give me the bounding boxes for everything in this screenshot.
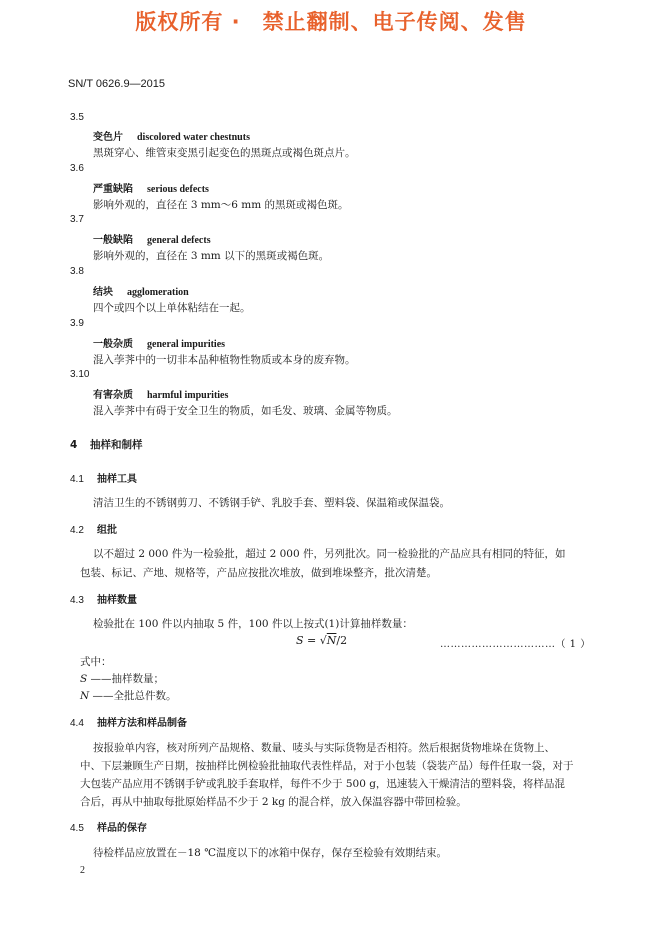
paragraph-line: 包装、标记、产地、规格等，产品应按批次堆放，做到堆垛整齐，批次清楚。: [80, 567, 437, 579]
term-zh: 有害杂质: [93, 390, 133, 401]
variable-definition: [80, 671, 164, 686]
subsection-title: 样品的保存: [97, 823, 147, 834]
paragraph-line: 合后，再从中抽取每批原始样品不少于 2 kg 的混合样，放入保温容器中带回检验。: [80, 796, 467, 808]
copyright-banner: 版权所有 · 禁止翻制、电子传阅、发售: [135, 10, 527, 34]
section-title: 抽样和制样: [90, 439, 143, 451]
term-number: 3.8: [70, 266, 84, 277]
subsection-heading: [70, 714, 187, 729]
formula-equals: =: [307, 634, 317, 647]
variable-symbol: S: [80, 673, 88, 685]
term-zh: 结块: [93, 287, 113, 298]
section-heading: [70, 437, 143, 452]
formula-divisor: /2: [336, 634, 348, 647]
term-definition: 影响外观的，直径在 3 mm 以下的黑斑或褐色斑。: [93, 250, 330, 262]
term-definition: 混入荸荠中有碍于安全卫生的物质，如毛发、玻璃、金属等物质。: [93, 405, 398, 417]
term-en: agglomeration: [127, 287, 189, 298]
term-definition: 影响外观的，直径在 3 mm～6 mm 的黑斑或褐色斑。: [93, 199, 349, 211]
subsection-number: 4.4: [70, 718, 84, 729]
term-zh: 一般杂质: [93, 339, 133, 350]
paragraph-line: 中、下层兼顾生产日期，按抽样比例检验批抽取代表性样品，对于小包装（袋装产品）每件任取一袋，对于: [80, 760, 574, 772]
subsection-title: 组批: [97, 525, 117, 536]
sqrt-symbol: √: [319, 634, 327, 647]
term-en: harmful impurities: [147, 390, 229, 401]
subsection-title: 抽样方法和样品制备: [97, 718, 187, 729]
subsection-number: 4.3: [70, 595, 84, 606]
paragraph-line: 按报验单内容，核对所列产品规格、数量、唛头与实际货物是否相符。然后根据货物堆垛在货物上、: [93, 742, 555, 754]
subsection-number: 4.5: [70, 823, 84, 834]
term-number: 3.5: [70, 112, 84, 123]
term-title: [93, 283, 189, 298]
term-en: general impurities: [147, 339, 226, 350]
formula: [296, 634, 347, 647]
term-zh: 严重缺陷: [93, 184, 133, 195]
subsection-heading: [70, 521, 117, 536]
term-definition: 黑斑穿心、维管束变黑引起变色的黑斑点或褐色斑点片。: [93, 147, 356, 159]
term-title: [93, 180, 209, 195]
standard-number: SN/T 0626.9—2015: [68, 78, 166, 90]
variable-definition: [80, 688, 177, 703]
equation-number: ……………………………（ 1 ）: [440, 639, 591, 650]
term-number: 3.7: [70, 214, 84, 225]
subsection-number: 4.2: [70, 525, 84, 536]
subsection-title: 抽样工具: [97, 474, 137, 485]
term-zh: 变色片: [93, 132, 123, 143]
term-number: 3.9: [70, 318, 84, 329]
term-title: [93, 386, 228, 401]
term-en: serious defects: [147, 184, 209, 195]
subsection-heading: [70, 470, 137, 485]
formula-lhs: S: [296, 634, 304, 647]
where-label: 式中：: [80, 656, 112, 668]
paragraph: 清洁卫生的不锈钢剪刀、不锈钢手铲、乳胶手套、塑料袋、保温箱或保温袋。: [93, 497, 450, 509]
term-title: [93, 231, 211, 246]
term-en: discolored water chestnuts: [137, 132, 250, 143]
paragraph-line: 大包装产品应用不锈钢手铲或乳胶手套取样，每件不少于 500 g，迅速装入干燥清洁的塑料袋，将样品混: [80, 778, 565, 790]
subsection-heading: [70, 819, 147, 834]
term-definition: 四个或四个以上单体粘结在一起。: [93, 302, 251, 314]
section-number: 4: [70, 439, 78, 451]
paragraph: 待检样品应放置在－18 ℃温度以下的冰箱中保存，保存至检验有效期结束。: [93, 847, 447, 859]
subsection-number: 4.1: [70, 474, 84, 485]
term-title: [93, 335, 225, 350]
paragraph: 检验批在 100 件以内抽取 5 件，100 件以上按式(1)计算抽样数量：: [93, 618, 413, 630]
variable-symbol: N: [80, 690, 90, 702]
term-zh: 一般缺陷: [93, 235, 133, 246]
term-number: 3.6: [70, 163, 84, 174]
variable-description: ——全批总件数。: [89, 690, 177, 702]
formula-variable: N: [326, 634, 337, 647]
variable-description: ——抽样数量；: [87, 673, 165, 685]
term-number: 3.10: [70, 369, 90, 380]
page-number: 2: [80, 865, 85, 876]
term-title: [93, 128, 250, 143]
term-en: general defects: [147, 235, 211, 246]
subsection-title: 抽样数量: [97, 595, 137, 606]
paragraph-line: 以不超过 2 000 件为一检验批，超过 2 000 件，另列批次。同一检验批的产品应具有相同的特征，如: [93, 548, 566, 560]
term-definition: 混入荸荠中的一切非本品种植物性物质或本身的废弃物。: [93, 354, 356, 366]
subsection-heading: [70, 591, 137, 606]
